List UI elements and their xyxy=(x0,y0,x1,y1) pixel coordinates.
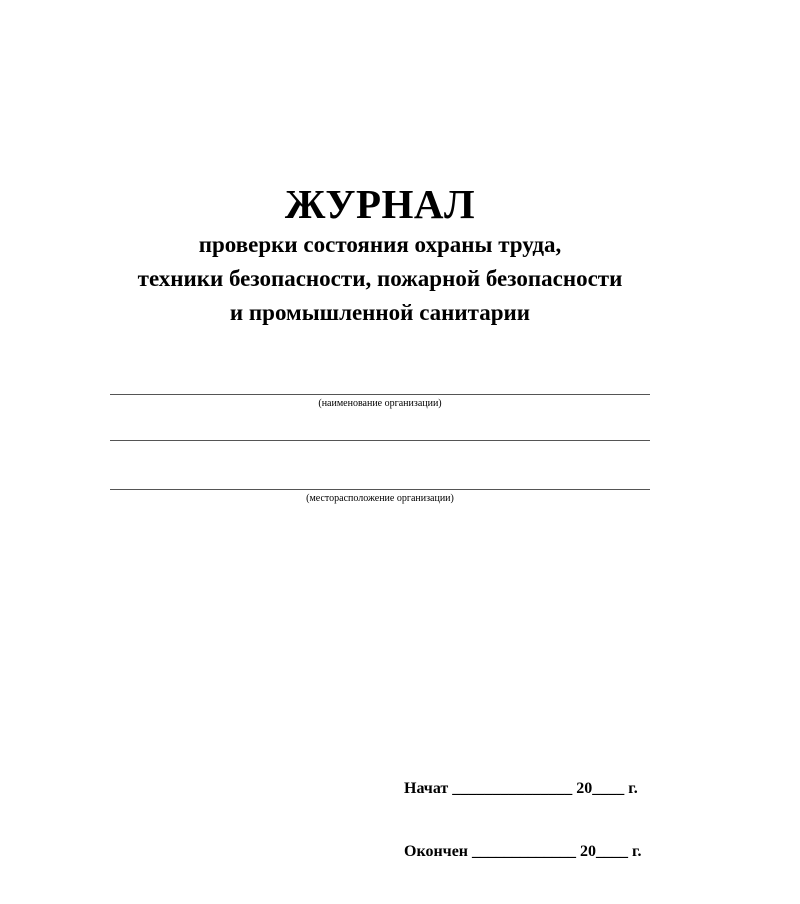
document-title: ЖУРНАЛ xyxy=(284,181,476,227)
organization-location-line xyxy=(110,489,650,490)
subtitle-line-2: техники безопасности, пожарной безопасности xyxy=(137,266,623,291)
subtitle-line-1: проверки состояния охраны труда, xyxy=(198,232,562,257)
organization-name-line xyxy=(110,394,650,395)
subtitle-line-3: и промышленной санитарии xyxy=(229,300,531,325)
journal-dates xyxy=(404,736,641,904)
document-subtitle xyxy=(0,228,760,330)
organization-name-line-2 xyxy=(110,440,650,441)
organization-name-caption: (наименование организации) xyxy=(318,398,442,409)
finished-date-line: Окончен _____________ 20____ г. xyxy=(404,843,642,860)
organization-location-caption: (месторасположение организации) xyxy=(306,493,454,504)
started-date-line: Начат _______________ 20____ г. xyxy=(404,780,638,797)
